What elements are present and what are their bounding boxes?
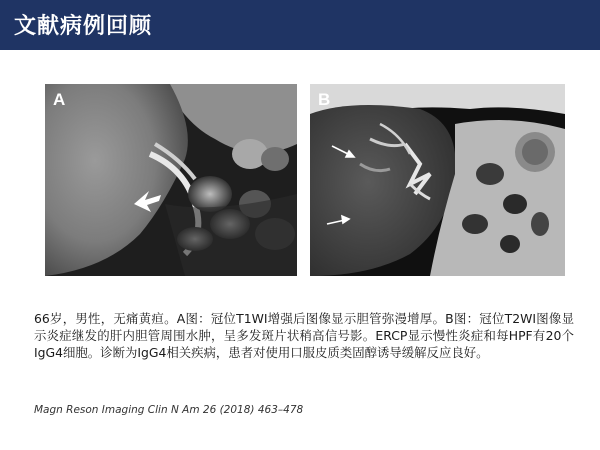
mri-image-b bbox=[310, 84, 565, 276]
citation: Magn Reson Imaging Clin N Am 26 (2018) 463–478 bbox=[34, 404, 304, 416]
mri-panel-a bbox=[45, 84, 297, 276]
figure-caption: 66岁，男性，无痛黄疸。A图：冠位T1WI增强后图像显示胆管弥漫增厚。B图：冠位T2WI图像显示炎症继发的肝内胆管周围水肿，呈多发斑片状稍高信号影。ERCP显示慢性炎症和每HPF有20个IgG4细胞。诊断为IgG4相关疾病，患者对使用口服皮质类固醇诱导缓解反应良好。 bbox=[34, 311, 574, 360]
panel-label-a: A bbox=[53, 90, 66, 109]
page-title: 文献病例回顾 bbox=[14, 14, 153, 39]
panel-label-b: B bbox=[318, 90, 331, 109]
mri-image-a bbox=[45, 84, 297, 276]
header-bar bbox=[0, 0, 600, 50]
mri-panel-b bbox=[310, 84, 565, 276]
